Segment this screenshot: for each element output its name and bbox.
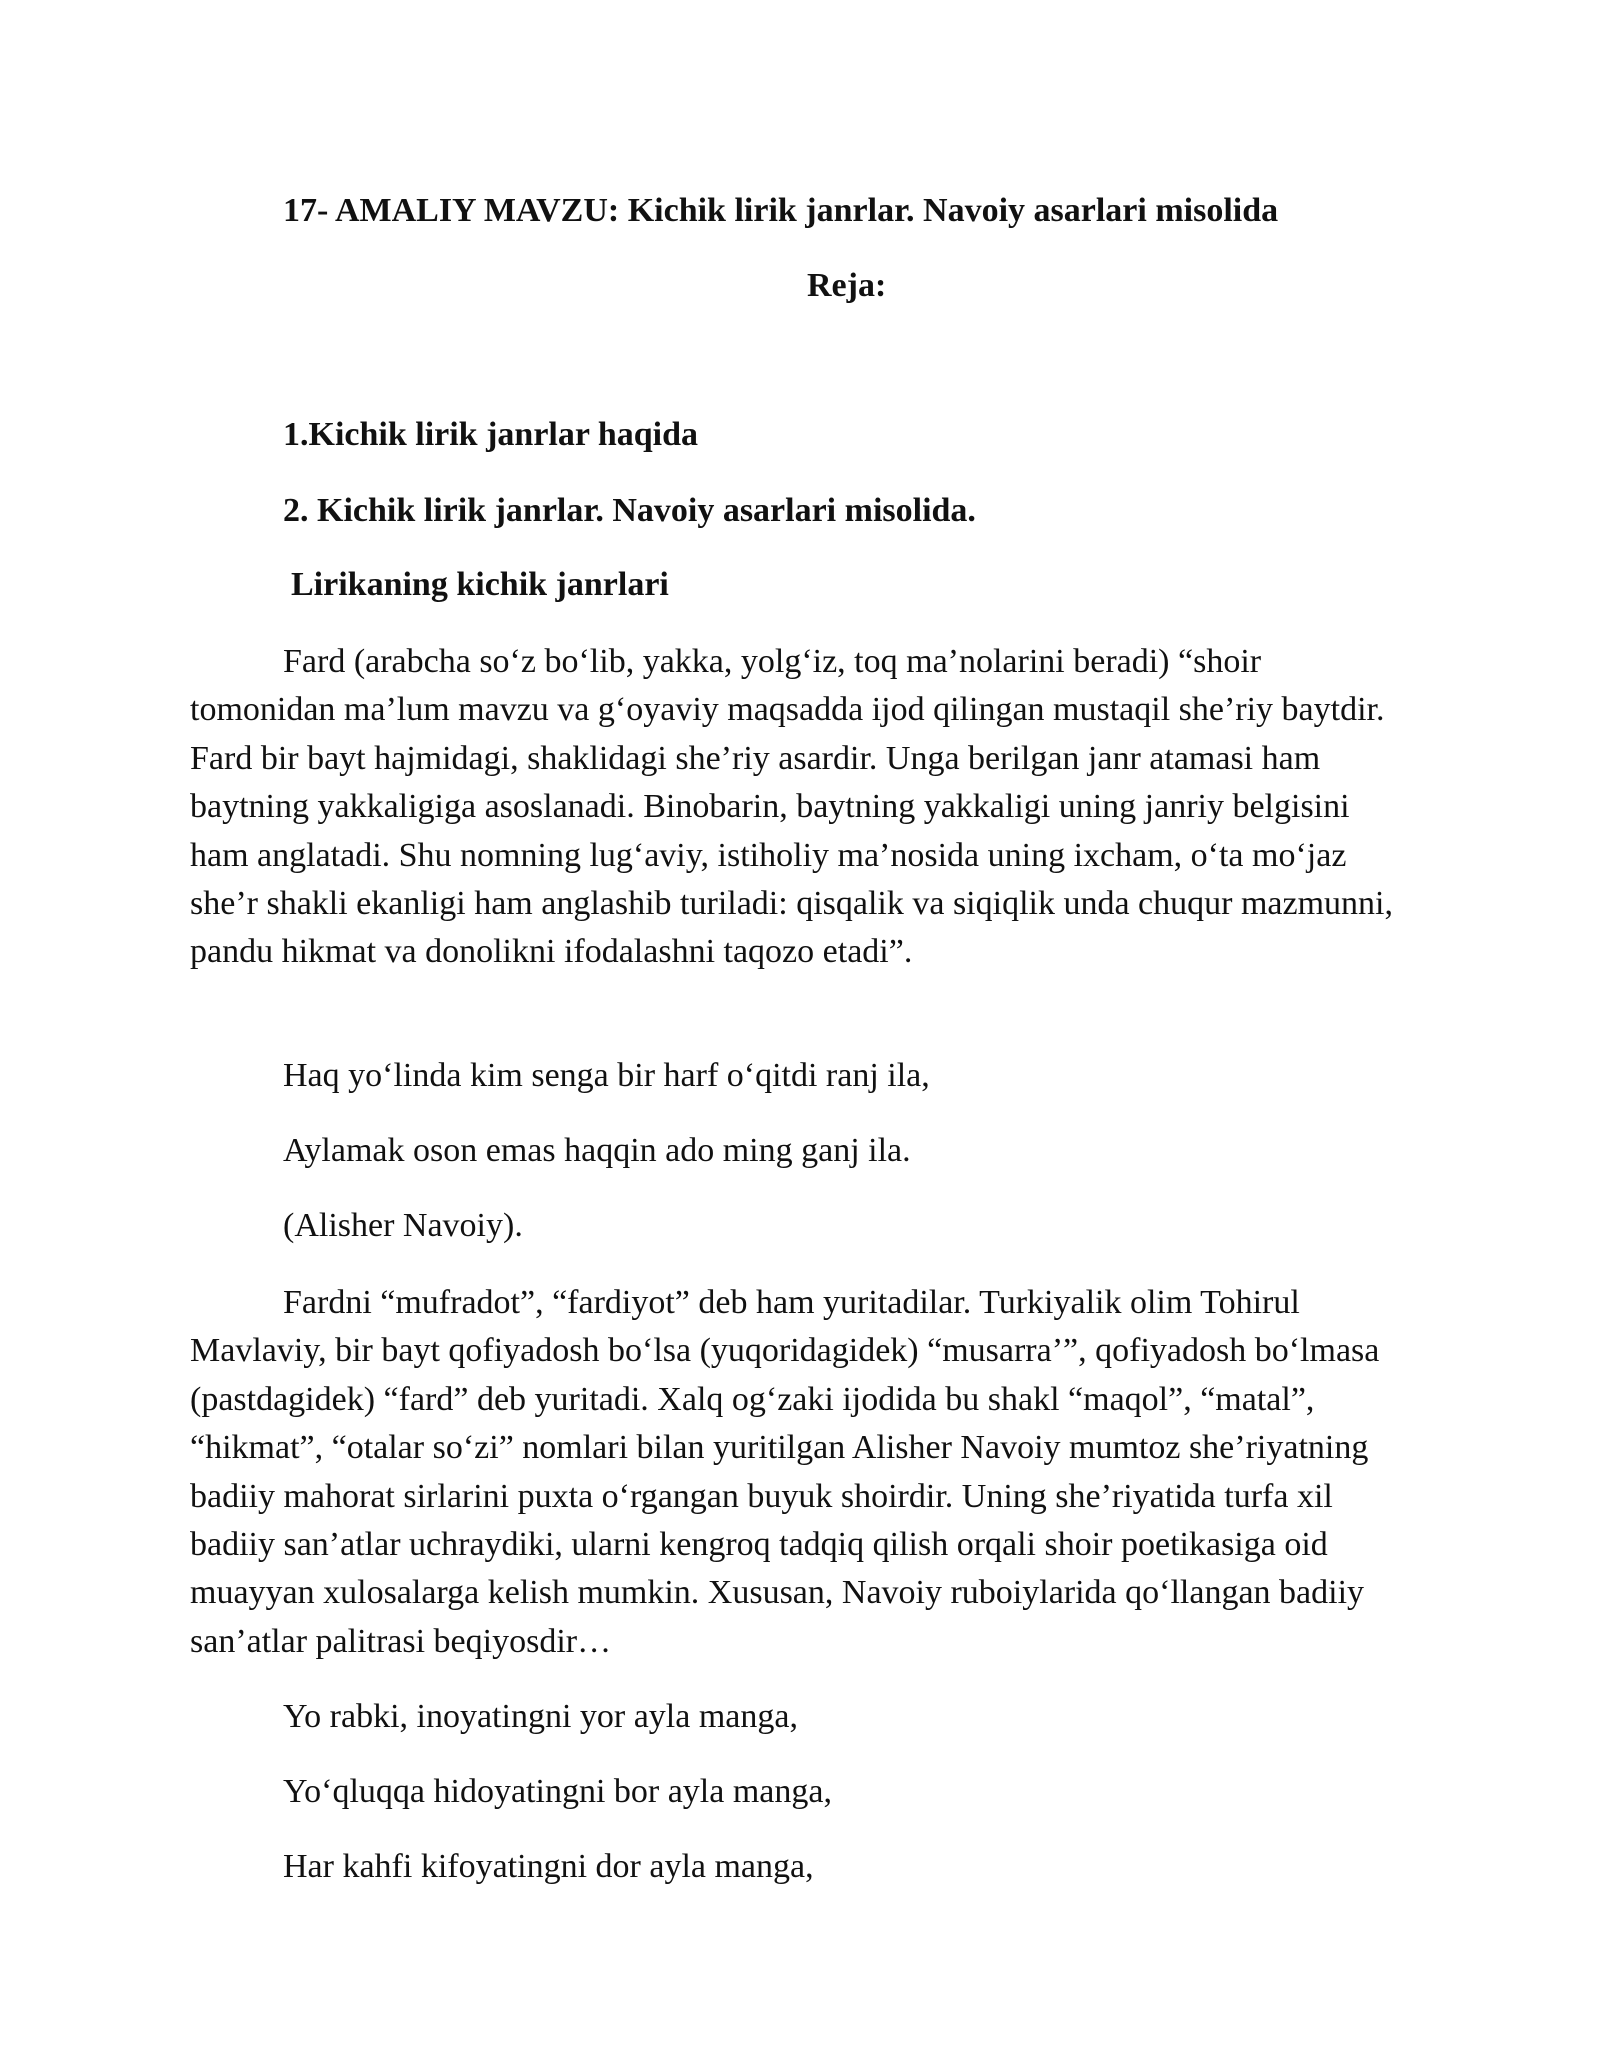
section-heading: Lirikaning kichik janrlari: [291, 566, 669, 603]
plan-heading: Reja:: [807, 267, 887, 304]
page-title: 17- AMALIY MAVZU: Kichik lirik janrlar. Navoiy asarlari misolida: [283, 192, 1279, 229]
body-paragraph: [190, 1279, 1415, 1666]
verse-line: Yo‘qluqqa hidoyatingni bor ayla manga,: [283, 1773, 832, 1810]
paragraph-text: Fard (arabcha so‘z bo‘lib, yakka, yolg‘iz, toq ma’nolarini beradi) “shoir tomonidan ma’lum mavzu va g‘oyaviy maqsadda ijod qilingan mustaqil she’riy baytdir. Fard bir bayt hajmidagi, shaklidagi she’riy asardir. Unga berilgan janr atamasi ham baytning yakkaligiga asoslanadi. Binobarin, baytning yakkaligi uning janriy belgisini ham anglatadi. Shu nomning lug‘aviy, istiholiy ma’nosida uning ixcham, o‘ta mo‘jaz she’r shakli ekanligi ham anglashib turiladi: qisqalik va siqiqlik unda chuqur mazmunni, pandu hikmat va donolikni ifodalashni taqozo etadi”.: [190, 643, 1393, 971]
verse-line: Yo rabki, inoyatingni yor ayla manga,: [283, 1698, 798, 1735]
plan-item: 2. Kichik lirik janrlar. Navoiy asarlari misolida.: [283, 492, 976, 529]
plan-item: 1.Kichik lirik janrlar haqida: [283, 416, 699, 453]
body-paragraph: [190, 638, 1415, 977]
paragraph-text: Fardni “mufradot”, “fardiyot” deb ham yuritadilar. Turkiyalik olim Tohirul Mavlaviy, bir bayt qofiyadosh bo‘lsa (yuqoridagidek) “musarra’”, qofiyadosh bo‘lmasa (pastdagidek) “fard” deb yuritadi. Xalq og‘zaki ijodida bu shakl “maqol”, “matal”, “hikmat”, “otalar so‘zi” nomlari bilan yuritilgan Alisher Navoiy mumtoz she’riyatning badiiy mahorat sirlarini puxta o‘rgangan buyuk shoirdir. Uning she’riyatida turfa xil badiiy san’atlar uchraydiki, ularni kengroq tadqiq qilish orqali shoir poetikasiga oid muayyan xulosalarga kelish mumkin. Xususan, Navoiy ruboiylarida qo‘llangan badiiy san’atlar palitrasi beqiyosdir…: [190, 1284, 1380, 1660]
verse-attribution: (Alisher Navoiy).: [283, 1207, 523, 1244]
verse-line: Har kahfi kifoyatingni dor ayla manga,: [283, 1848, 814, 1885]
verse-line: Aylamak oson emas haqqin ado ming ganj ila.: [283, 1132, 911, 1169]
verse-line: Haq yo‘linda kim senga bir harf o‘qitdi ranj ila,: [283, 1057, 930, 1094]
